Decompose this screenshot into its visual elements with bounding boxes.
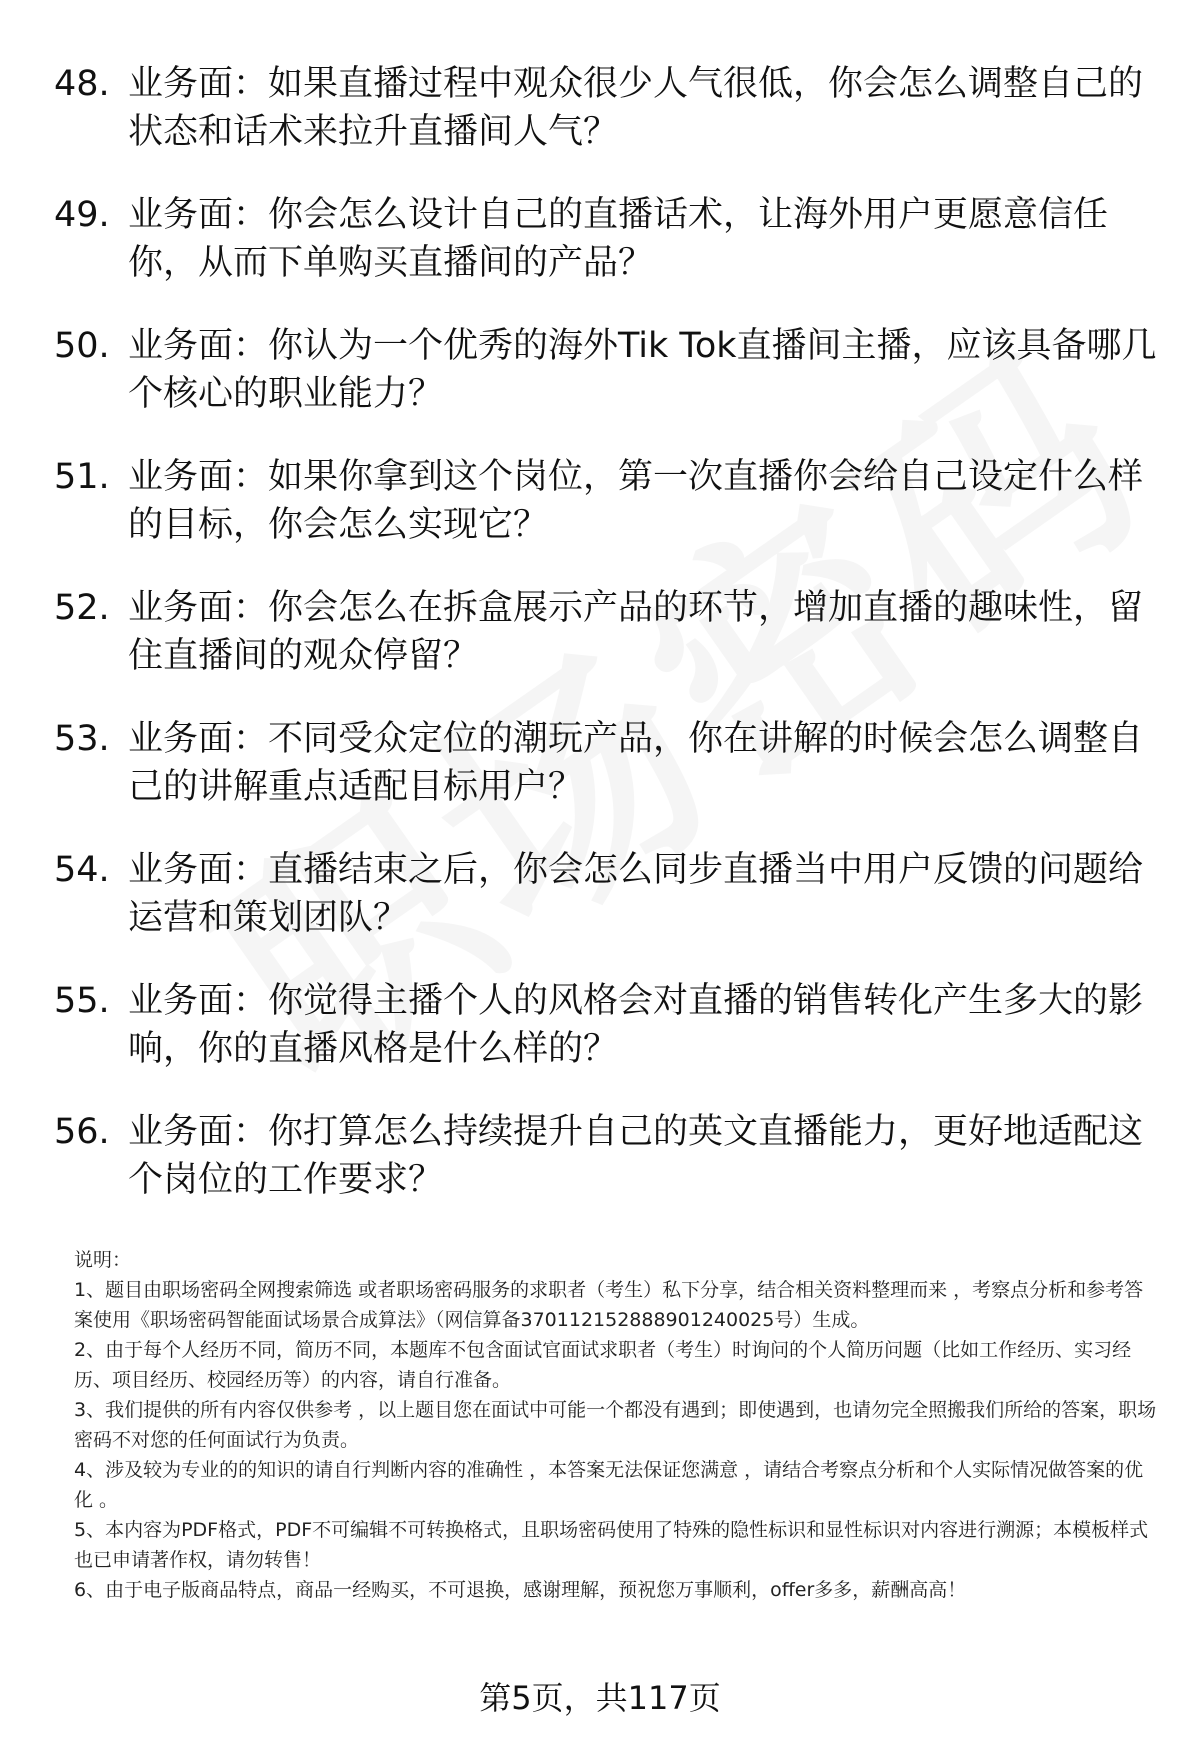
note-item: 5、本内容为PDF格式，PDF不可编辑不可转换格式，且职场密码使用了特殊的隐性标识和显性标识对内容进行溯源；本模板样式也已申请著作权，请勿转售！ <box>74 1519 1149 1571</box>
question-item <box>0 60 1200 191</box>
note-item: 1、题目由职场密码全网搜索筛选 或者职场密码服务的求职者（考生）私下分享，结合相关资料整理而来 ，考察点分析和参考答案使用《职场密码智能面试场景合成算法》（网信算备370112152888901240025号）生成。 <box>74 1279 1144 1331</box>
question-item <box>0 715 1200 846</box>
question-number: 55. <box>54 981 110 1021</box>
note-item: 6、由于电子版商品特点，商品一经购买，不可退换，感谢理解，预祝您万事顺利，offer多多，薪酬高高！ <box>74 1579 967 1601</box>
page-number: 第5页，共117页 <box>479 1679 721 1717</box>
question-text: 业务面：你打算怎么持续提升自己的英文直播能力，更好地适配这个岗位的工作要求？ <box>128 1112 1144 1200</box>
note-item: 3、我们提供的所有内容仅供参考 ，以上题目您在面试中可能一个都没有遇到；即使遇到，也请勿完全照搬我们所给的答案，职场密码不对您的任何面试行为负责。 <box>74 1399 1157 1451</box>
question-text: 业务面：直播结束之后，你会怎么同步直播当中用户反馈的问题给运营和策划团队？ <box>128 850 1144 938</box>
question-item <box>0 1108 1200 1239</box>
question-text: 业务面：你会怎么设计自己的直播话术，让海外用户更愿意信任你，从而下单购买直播间的产品？ <box>128 195 1109 283</box>
question-text: 业务面：你觉得主播个人的风格会对直播的销售转化产生多大的影响，你的直播风格是什么样的？ <box>128 981 1144 1069</box>
question-number: 49. <box>54 195 110 235</box>
question-number: 48. <box>54 64 110 104</box>
question-item <box>0 191 1200 322</box>
question-text: 业务面：你会怎么在拆盒展示产品的环节，增加直播的趣味性，留住直播间的观众停留？ <box>128 588 1144 676</box>
question-text: 业务面：如果你拿到这个岗位，第一次直播你会给自己设定什么样的目标，你会怎么实现它？ <box>128 457 1144 545</box>
question-text: 业务面：不同受众定位的潮玩产品，你在讲解的时候会怎么调整自己的讲解重点适配目标用户？ <box>128 719 1144 807</box>
question-number: 51. <box>54 457 110 497</box>
question-text: 业务面：如果直播过程中观众很少人气很低，你会怎么调整自己的状态和话术来拉升直播间人气？ <box>128 64 1144 152</box>
question-item <box>0 846 1200 977</box>
question-text: 业务面：你认为一个优秀的海外Tik Tok直播间主播，应该具备哪几个核心的职业能力？ <box>128 326 1157 414</box>
note-item: 2、由于每个人经历不同，简历不同，本题库不包含面试官面试求职者（考生）时询问的个人简历问题（比如工作经历、实习经历、项目经历、校园经历等）的内容，请自行准备。 <box>74 1339 1132 1391</box>
question-item <box>0 977 1200 1108</box>
question-number: 56. <box>54 1112 110 1152</box>
notes-section <box>74 1245 1159 1605</box>
question-item <box>0 322 1200 453</box>
question-number: 52. <box>54 588 110 628</box>
question-item <box>0 584 1200 715</box>
question-number: 54. <box>54 850 110 890</box>
notes-heading: 说明： <box>74 1249 132 1271</box>
note-item: 4、涉及较为专业的的知识的请自行判断内容的准确性 ，本答案无法保证您满意 ，请结合考察点分析和个人实际情况做答案的优化 。 <box>74 1459 1144 1511</box>
question-item <box>0 453 1200 584</box>
question-list <box>0 60 1200 1239</box>
question-number: 50. <box>54 326 110 366</box>
question-number: 53. <box>54 719 110 759</box>
